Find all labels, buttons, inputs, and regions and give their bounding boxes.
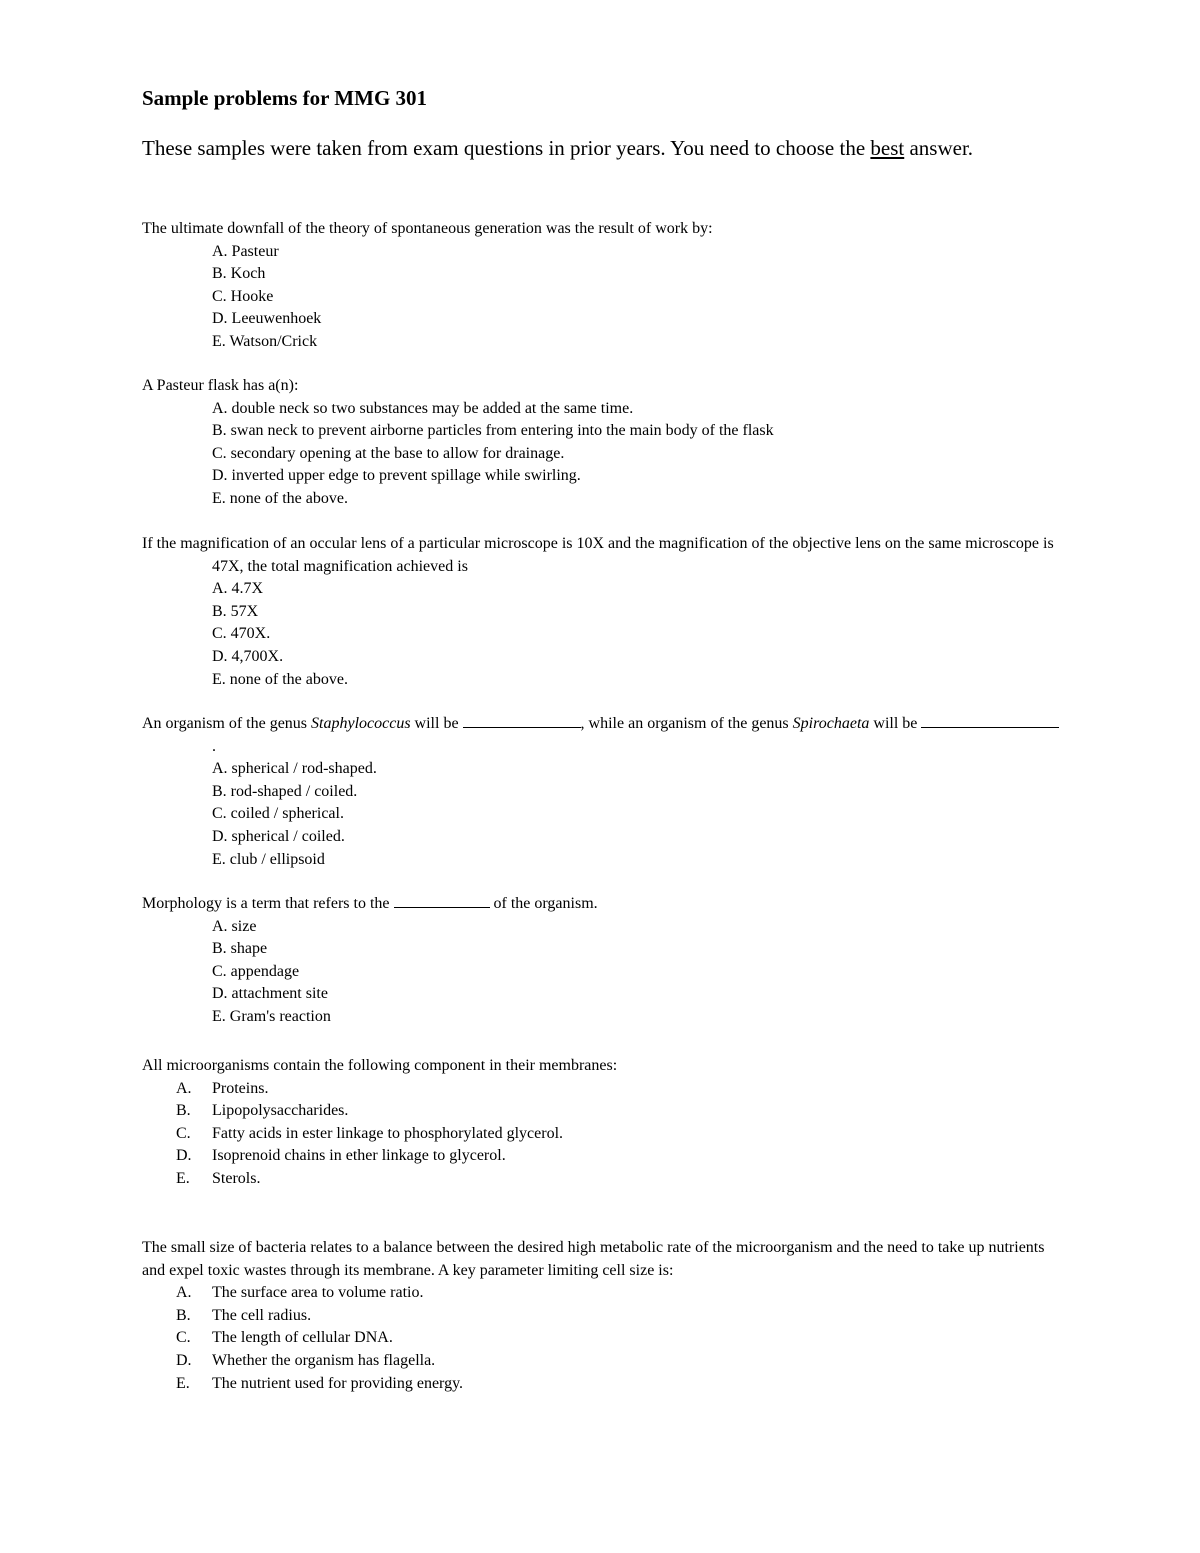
answer-option-b: B. 57X	[212, 602, 259, 620]
answer-blank	[463, 713, 581, 728]
answer-option-c	[142, 1327, 1062, 1350]
option-letter: D.	[176, 1351, 192, 1369]
question-stem: All microorganisms contain the following component in their membranes:	[142, 1057, 618, 1074]
option-letter: C.	[176, 1329, 191, 1347]
answer-option-d	[142, 1145, 1062, 1168]
answer-option-e	[142, 1168, 1062, 1191]
question-7	[142, 1237, 1062, 1395]
answer-option-d: D. Leeuwenhoek	[212, 310, 322, 328]
answer-option-c: C. 470X.	[212, 625, 271, 643]
answer-options	[142, 758, 1062, 871]
genus-name: Staphylococcus	[311, 715, 411, 732]
option-letter: D.	[176, 1147, 192, 1165]
answer-options	[142, 916, 1062, 1029]
stem-text: .	[212, 737, 216, 755]
answer-option-d: D. attachment site	[212, 985, 328, 1003]
question-stem: A Pasteur flask has a(n):	[142, 377, 299, 394]
answer-options	[142, 1282, 1062, 1395]
answer-option-c: C. Hooke	[212, 287, 274, 305]
stem-text: An organism of the genus	[142, 715, 312, 732]
question-stem: If the magnification of an occular lens of a particular microscope is 10X and the magnification of the objective lens on the same microscope is 47X, the total magnification achieved is	[142, 535, 1054, 575]
option-text: Whether the organism has flagella.	[212, 1351, 436, 1369]
intro-paragraph	[142, 134, 1022, 162]
question-1	[142, 218, 1062, 354]
option-letter: E.	[176, 1374, 190, 1392]
answer-option-c: C. coiled / spherical.	[212, 805, 344, 823]
question-6	[142, 1055, 1062, 1191]
option-text: The nutrient used for providing energy.	[212, 1374, 464, 1392]
option-text: Fatty acids in ester linkage to phosphorylated glycerol.	[212, 1124, 564, 1142]
answer-option-b: B. shape	[212, 940, 268, 958]
intro-text-end: answer.	[904, 136, 974, 160]
answer-option-c: C. appendage	[212, 962, 300, 980]
option-letter: A.	[176, 1284, 192, 1302]
answer-option-b: B. rod-shaped / coiled.	[212, 782, 358, 800]
question-3	[142, 533, 1062, 691]
answer-option-d: D. 4,700X.	[212, 647, 284, 665]
answer-option-e	[142, 1373, 1062, 1396]
answer-option-e: E. Watson/Crick	[212, 332, 318, 350]
question-5	[142, 893, 1062, 1029]
answer-option-a	[142, 1282, 1062, 1305]
answer-option-b	[142, 1305, 1062, 1328]
option-letter: B.	[176, 1102, 191, 1120]
option-text: The cell radius.	[212, 1306, 312, 1324]
stem-text: Morphology is a term that refers to the	[142, 895, 394, 912]
answer-option-d: D. spherical / coiled.	[212, 827, 345, 845]
question-stem: The ultimate downfall of the theory of spontaneous generation was the result of work by:	[142, 220, 713, 237]
stem-text: of the organism.	[489, 895, 598, 912]
stem-text: will be	[410, 715, 463, 732]
answer-options	[142, 398, 1062, 511]
question-stem	[142, 893, 1062, 916]
question-2	[142, 375, 1062, 511]
answer-option-a: A. Pasteur	[212, 242, 279, 260]
answer-option-e: E. club / ellipsoid	[212, 850, 325, 868]
answer-blank	[921, 713, 1059, 728]
answer-option-b	[142, 1100, 1062, 1123]
answer-option-a: A. double neck so two substances may be added at the same time.	[212, 399, 634, 417]
option-letter: A.	[176, 1079, 192, 1097]
answer-option-d	[142, 1350, 1062, 1373]
genus-name: Spirochaeta	[792, 715, 870, 732]
question-4	[142, 713, 1062, 871]
intro-text: These samples were taken from exam questions in prior years. You need to choose the	[142, 136, 871, 160]
question-stem: The small size of bacteria relates to a balance between the desired high metabolic rate of the microorganism and the need to take up nutrients and expel toxic wastes through its membrane. A key parameter limiting cell size is:	[142, 1239, 1045, 1279]
answer-option-e: E. Gram's reaction	[212, 1007, 331, 1025]
option-text: The surface area to volume ratio.	[212, 1284, 424, 1302]
answer-option-d: D. inverted upper edge to prevent spillage while swirling.	[212, 467, 581, 485]
option-text: Lipopolysaccharides.	[212, 1102, 349, 1120]
answer-options	[142, 1078, 1062, 1191]
answer-option-b: B. swan neck to prevent airborne particles from entering into the main body of the flask	[212, 422, 774, 440]
answer-option-a: A. 4.7X	[212, 580, 264, 598]
stem-text: will be	[869, 715, 922, 732]
answer-blank	[394, 893, 490, 908]
option-letter: B.	[176, 1306, 191, 1324]
answer-option-e: E. none of the above.	[212, 489, 348, 507]
answer-option-a: A. size	[212, 917, 257, 935]
answer-option-a: A. spherical / rod-shaped.	[212, 760, 377, 778]
answer-option-a	[142, 1078, 1062, 1101]
intro-emphasis: best	[870, 136, 905, 160]
answer-option-c	[142, 1123, 1062, 1146]
option-letter: C.	[176, 1124, 191, 1142]
page-title: Sample problems for MMG 301	[142, 86, 428, 110]
answer-option-c: C. secondary opening at the base to allow for drainage.	[212, 444, 565, 462]
stem-text: , while an organism of the genus	[580, 715, 793, 732]
answer-option-b: B. Koch	[212, 265, 266, 283]
question-stem	[142, 713, 1062, 758]
option-text: Isoprenoid chains in ether linkage to glycerol.	[212, 1147, 506, 1165]
option-letter: E.	[176, 1169, 190, 1187]
option-text: The length of cellular DNA.	[212, 1329, 393, 1347]
answer-option-e: E. none of the above.	[212, 670, 348, 688]
option-text: Proteins.	[212, 1079, 269, 1097]
answer-options	[142, 241, 1062, 354]
answer-options	[142, 578, 1062, 691]
option-text: Sterols.	[212, 1169, 261, 1187]
